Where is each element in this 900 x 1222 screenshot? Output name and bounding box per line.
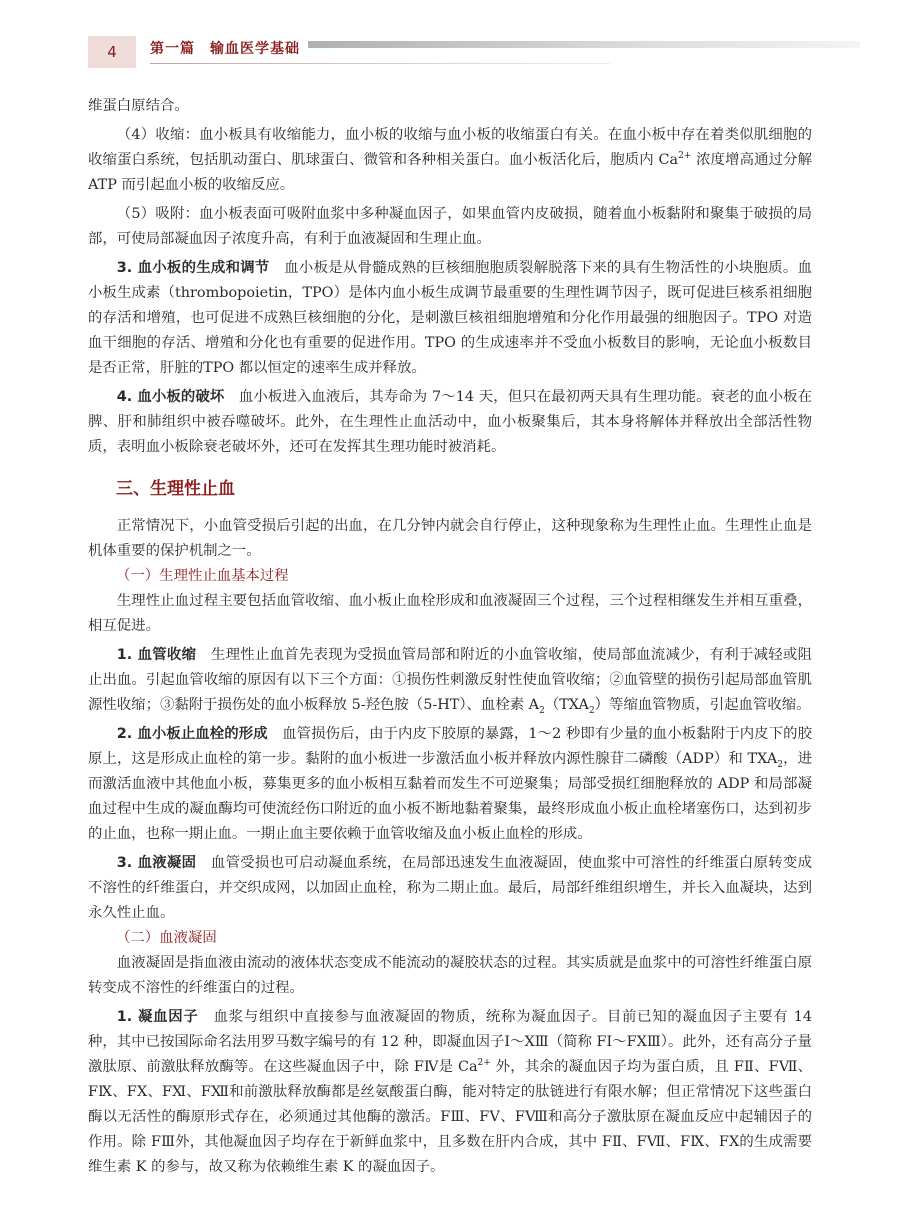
paragraph-heading: 4. 血小板的破坏: [116, 389, 225, 405]
paragraph-heading: 1. 凝血因子: [116, 1009, 199, 1025]
paragraph: 4. 血小板的破坏 血小板进入血液后，其寿命为 7～14 天，但只在最初两天具有生理功能。衰老的血小板在脾、肝和肺组织中被吞噬破坏。此外，在生理性止血活动中，血小板聚集后，其本身将解体并释放出全部活性物质，表明血小板除衰老破坏外，还可在发挥其生理功能时被消耗。: [88, 389, 812, 455]
subsection-title: （二）血液凝固: [116, 930, 217, 946]
paragraph: 维蛋白原结合。: [88, 98, 189, 114]
paragraph: 2. 血小板止血栓的形成 血管损伤后，由于内皮下胶原的暴露，1～2 秒即有少量的血小板黏附于内皮下的胶原上，这是形成止血栓的第一步。黏附的血小板进一步激活血小板并释放内源性腺苷二磷酸（ADP）和 $TXA_2$，进而激活血液中其他血小板，募集更多的血小板相互黏着而发生不可逆聚集；局部受损红细胞释放的 ADP 和局部凝血过程中生成的凝血酶均可使流经伤口附近的血小板不断地黏着聚集，最终形成血小板止血栓堵塞伤口，达到初步的止血，也称一期止血。一期止血主要依赖于血管收缩及血小板止血栓的形成。: [88, 726, 813, 842]
paragraph: 正常情况下，小血管受损后引起的出血，在几分钟内就会自行停止，这种现象称为生理性止血。生理性止血是机体重要的保护机制之一。: [88, 518, 812, 559]
chapter-title: 第一篇 输血医学基础: [150, 41, 300, 57]
paragraph: 生理性止血过程主要包括血管收缩、血小板止血栓形成和血液凝固三个过程，三个过程相继发生并相互重叠，相互促进。: [88, 593, 812, 634]
paragraph-heading: 3. 血小板的生成和调节: [116, 260, 270, 276]
paragraph-heading: 3. 血液凝固: [116, 855, 197, 871]
paragraph: （5）吸附：血小板表面可吸附血浆中多种凝血因子，如果血管内皮破损，随着血小板黏附和聚集于破损的局部，可使局部凝血因子浓度升高，有利于血液凝固和生理止血。: [88, 206, 812, 247]
paragraph-heading: 2. 血小板止血栓的形成: [116, 726, 268, 742]
paragraph-heading: 1. 血管收缩: [116, 647, 197, 663]
paragraph: 3. 血液凝固 血管受损也可启动凝血系统，在局部迅速发生血液凝固，使血浆中可溶性的纤维蛋白原转变成不溶性的纤维蛋白，并交织成网，以加固止血栓，称为二期止血。最后，局部纤维组织增生，并长入血凝块，达到永久性止血。: [88, 855, 812, 921]
page-header: [0, 0, 900, 80]
header-underline: [150, 63, 610, 64]
section-title: 三、生理性止血: [116, 479, 235, 499]
page-body: [88, 94, 812, 1180]
page-number: 4: [88, 36, 136, 68]
paragraph: 血液凝固是指血液由流动的液体状态变成不能流动的凝胶状态的过程。其实质就是血浆中的可溶性纤维蛋白原转变成不溶性的纤维蛋白的过程。: [88, 955, 812, 996]
paragraph: （4）收缩：血小板具有收缩能力，血小板的收缩与血小板的收缩蛋白有关。在血小板中存在着类似肌细胞的收缩蛋白系统，包括肌动蛋白、肌球蛋白、微管和各种相关蛋白。血小板活化后，胞质内 $Ca^{2+}$ 浓度增高通过分解 ATP 而引起血小板的收缩反应。: [88, 127, 812, 193]
subsection-title: （一）生理性止血基本过程: [116, 568, 289, 584]
header-rule: [308, 41, 860, 48]
paragraph: 1. 凝血因子 血浆与组织中直接参与血液凝固的物质，统称为凝血因子。目前已知的凝血因子主要有 14 种，其中已按国际命名法用罗马数字编号的有 12 种，即凝血因子Ⅰ～ⅩⅢ（简称 FⅠ～FⅩⅢ）。此外，还有高分子量激肽原、前激肽释放酶等。在这些凝血因子中，除 FⅣ是 $Ca^{2+}$ 外，其余的凝血因子均为蛋白质，且 FⅡ、FⅦ、FⅨ、FⅩ、FⅪ、FⅫ和前激肽释放酶都是丝氨酸蛋白酶，能对特定的肽链进行有限水解；但正常情况下这些蛋白酶以无活性的酶原形式存在，必须通过其他酶的激活。FⅢ、FⅤ、FⅧ和高分子激肽原在凝血反应中起辅因子的作用。除 FⅢ外，其他凝血因子均存在于新鲜血浆中，且多数在肝内合成，其中 FⅡ、FⅦ、FⅨ、FⅩ的生成需要维生素 K 的参与，故又称为依赖维生素 K 的凝血因子。: [88, 1009, 813, 1175]
paragraph: 1. 血管收缩 生理性止血首先表现为受损血管局部和附近的小血管收缩，使局部血流减少，有利于减轻或阻止出血。引起血管收缩的原因有以下三个方面：①损伤性刺激反射性使血管收缩；②血管壁的损伤引起局部血管肌源性收缩；③黏附于损伤处的血小板释放 5-羟色胺（5-HT）、血栓素 $A_2(TXA_2)$等缩血管物质，引起血管收缩。: [88, 647, 812, 716]
paragraph: 3. 血小板的生成和调节 血小板是从骨髓成熟的巨核细胞胞质裂解脱落下来的具有生物活性的小块胞质。血小板生成素（thrombopoietin，TPO）是体内血小板生成调节最重要的生理性调节因子，既可促进巨核系祖细胞的存活和增殖，也可促进不成熟巨核细胞的分化，是刺激巨核祖细胞增殖和分化作用最强的细胞因子。TPO 对造血干细胞的存活、增殖和分化也有重要的促进作用。TPO 的生成速率并不受血小板数目的影响，无论血小板数目是否正常，肝脏的TPO 都以恒定的速率生成并释放。: [88, 260, 812, 376]
